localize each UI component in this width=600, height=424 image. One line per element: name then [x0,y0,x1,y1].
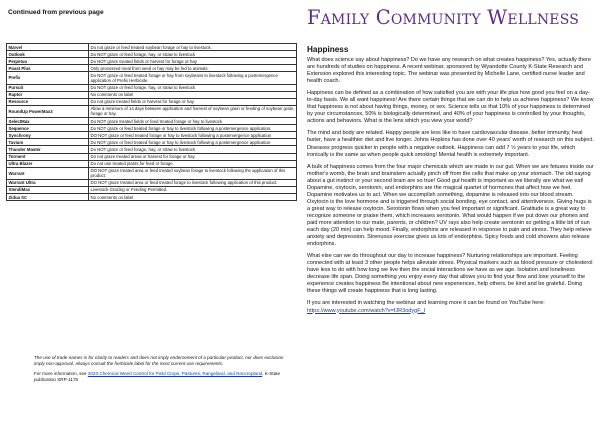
product-name: SelectMax [7,118,89,125]
table-row [7,186,297,193]
article-paragraph: What does science say about happiness? Do we have any research on what creates happiness? Yes, actually there are hundreds of studies on happiness. A recent webinar, sponsored by Wyandotte County K-State Research and Extension explored this interesting topic. The webinar was presented by Michelle Lane, certified nurse leader and health coach. [307,57,591,85]
table-row [7,84,297,91]
product-name: Zidua SC [7,194,89,201]
grazing-restriction: Do NOT graze or feed forage, hay, or straw to livestock [89,51,297,58]
grazing-restriction: Do not use treated plants for feed or forage. [89,160,297,167]
product-name: Raptor [7,91,89,98]
table-footnote [34,355,284,384]
product-name: Marvel [7,44,89,51]
article-paragraph: Happiness can be defined as a combination of how satisfied you are with your life plus how good you feel on a day-to-day basis. We all want happiness! Are there certain things that we can do to help us achieve happiness? We know that happiness is not about having things, money, or sex. Science tells us that 10% of your happiness is determined by your circumstances, 50% is biologically determined, and 40% of your happiness is controlled by your thoughts, actions and behaviors. What is the lens which you view your world? [307,90,594,125]
grazing-restriction: Only processed meal from seed or hay may be fed to animals. [89,65,297,72]
table-row [7,167,297,179]
table-row [7,153,297,160]
reference-line [34,371,284,384]
grazing-restriction: Do NOT graze treated fields or harvest for forage or hay [89,58,297,65]
reference-prefix: For more information, see [34,370,88,376]
product-name: Synchrony [7,132,89,139]
table-row [7,194,297,201]
closing-text: If you are interested in watching the webinar and learning more it can be found on YouTube here: [307,300,545,307]
section-title: Happiness [307,45,349,54]
product-name: Prefix [7,72,89,84]
newsletter-masthead: Family Community Wellness [307,6,580,29]
left-column [4,9,300,17]
grazing-restriction: Do not graze or feed treated soybean forage or hay to livestock. [89,44,297,51]
product-name: XtendiMax [7,186,89,193]
article-paragraph: The mind and body are related. Happy people are less like to have cardiovascular disease, better immunity, heal faster, have a healthier diet and live longer. Johns Hopkins has done over 40 years' worth of research on this subject. Diseases progress quicker in people with a negative outlook. Happiness can add 7 ½ years to your life, which ironically is the same as when people quick smoking! Mental health is extremely important. [307,130,594,158]
grazing-restriction: Do not graze treated fields or harvest for forage or hay. [89,98,297,105]
table-row [7,132,297,139]
reference-suffix: , K-State publication SRP-1176 [34,370,281,383]
table-row [7,125,297,132]
right-column [306,6,594,320]
grazing-restriction: DO NOT graze treated area or feed treated forage to livestock following application of this product. [89,179,297,186]
grazing-restriction: Do NOT graze or feed forage, hay, or straw to livestock [89,84,297,91]
grazing-restriction: DO NOT graze treated area or feed treated soybean forage to livestock following the application of this product. [89,167,297,179]
product-name: Tavium [7,139,89,146]
grazing-restriction: Do NOT graze or feed treated forage or hay to livestock following a postemergence application. [89,125,297,132]
table-row [7,160,297,167]
youtube-link[interactable]: https://www.youtube.com/watch?v=fJR3odygF_I [307,307,426,314]
grazing-restriction: Livestock Grazing or Feeding Permitted. [89,186,297,193]
product-name: Warrant Ultra [7,179,89,186]
product-name: Warrant [7,167,89,179]
product-name: Perpetuo [7,58,89,65]
grazing-restriction: Do NOT graze or feed treated forage or hay from soybeans to livestock following a postemergence application of Prefix Herbicide. [89,72,297,84]
grazing-restriction: Do NOT graze treated fields or feed treated forage or hay to livestock [89,118,297,125]
table-row [7,91,297,98]
closing-paragraph [307,300,594,314]
table-row [7,146,297,153]
grazing-restriction: DO NOT graze or feed treated forage or hay to livestock following a postemergence application [89,132,297,139]
table-row [7,58,297,65]
disclaimer-text: The use of trade names is for clarity to readers and does not imply endorsement of a particular product, nor does exclusion imply non-approval. Always consult the herbicide label for the most current use requirements. [34,355,284,367]
grazing-restriction: Do NOT graze or feed treated forage or hay to livestock following a postemergence application [89,139,297,146]
table-row [7,179,297,186]
grazing-restriction: No comments on label [89,194,297,201]
table-row [7,98,297,105]
grazing-restriction: Allow a minimum of 14 days between application and harvest of soybean grain or feeding of soybean grain, forage or hay. [89,105,297,117]
product-name: Torment [7,153,89,160]
product-name: Pursuit [7,84,89,91]
grazing-restriction: Do not graze treated areas or harvest for forage or hay. [89,153,297,160]
grazing-restriction: Do NOT graze or feed forage, hay, or straw to livestock [89,146,297,153]
table-row [7,44,297,51]
article-paragraph: What else can we do throughout our day to increase happiness? Nurturing relationships are important. Feeling connected with at least 3 other people helps alleviate stress. Physical markers such as blood pressure or cholesterol have less to do with how long we live then the social interactions we have as we age. Isolation and loneliness decrease life span. Doing something you enjoy every day that allows you to find your flow and lose yourself to the experience creates happiness Be intentional about new experiences, help others, be kind and be grateful. Doing these things will create happiness that is long lasting. [307,253,593,295]
reference-link[interactable]: 2023 Chemical Weed Control for Field Crops, Pastures, Rangeland, and Noncropland [87,370,263,376]
table-row [7,51,297,58]
table-row [7,118,297,125]
herbicide-grazing-table [6,43,297,201]
continued-note: Continued from previous page [8,9,104,16]
product-name: Thunder Master [7,146,89,153]
article-paragraph: A bulk of happiness comes from the four major chemicals which are made in our gut. When we are fetuses inside our mother's womb, the brain and brainstem actually pinch off from the cells that make up your stomach. The old saying about a gut instinct or your second brain are so true! Good gut health is important as we literally are what we eat! Dopamine, oxytocin, serotonin, and endorphins are the magical quartet of hormones that affect how we feel. Dopamine motivates us to act. When we accomplish something, dopamine is released into our blood stream. Oxytocin is the love hormone and is triggered through social bonding, eye contact, and attentiveness. Giving hugs is a great way to release oxytocin. Serotonin flows when you feel important or significant. Gratitude is a great way to recognize someone or praise them, which increases serotonin. What would happen if we put down our phones and paid more attention to our mate, parents, or children? UV rays also help create serotonin so getting a little bit of sun each day (20 min) can help mood. Finally, endorphins are released in response to pain and stress. They help relieve anxiety and depression. Strenuous exercise gives us lots of endorphins. Spicy foods and cold showers also release endorphins. [307,163,594,248]
product-name: Ultra Blazer [7,160,89,167]
product-name: Poast Plus [7,65,89,72]
product-name: RoundUp PowerMax3 [7,105,89,117]
table-row [7,72,297,84]
product-name: Sequence [7,125,89,132]
table-row [7,65,297,72]
product-name: Resource [7,98,89,105]
table-row [7,105,297,117]
product-name: Outlook [7,51,89,58]
article-body [306,57,594,295]
table-row [7,139,297,146]
grazing-restriction: No comments on label [89,91,297,98]
